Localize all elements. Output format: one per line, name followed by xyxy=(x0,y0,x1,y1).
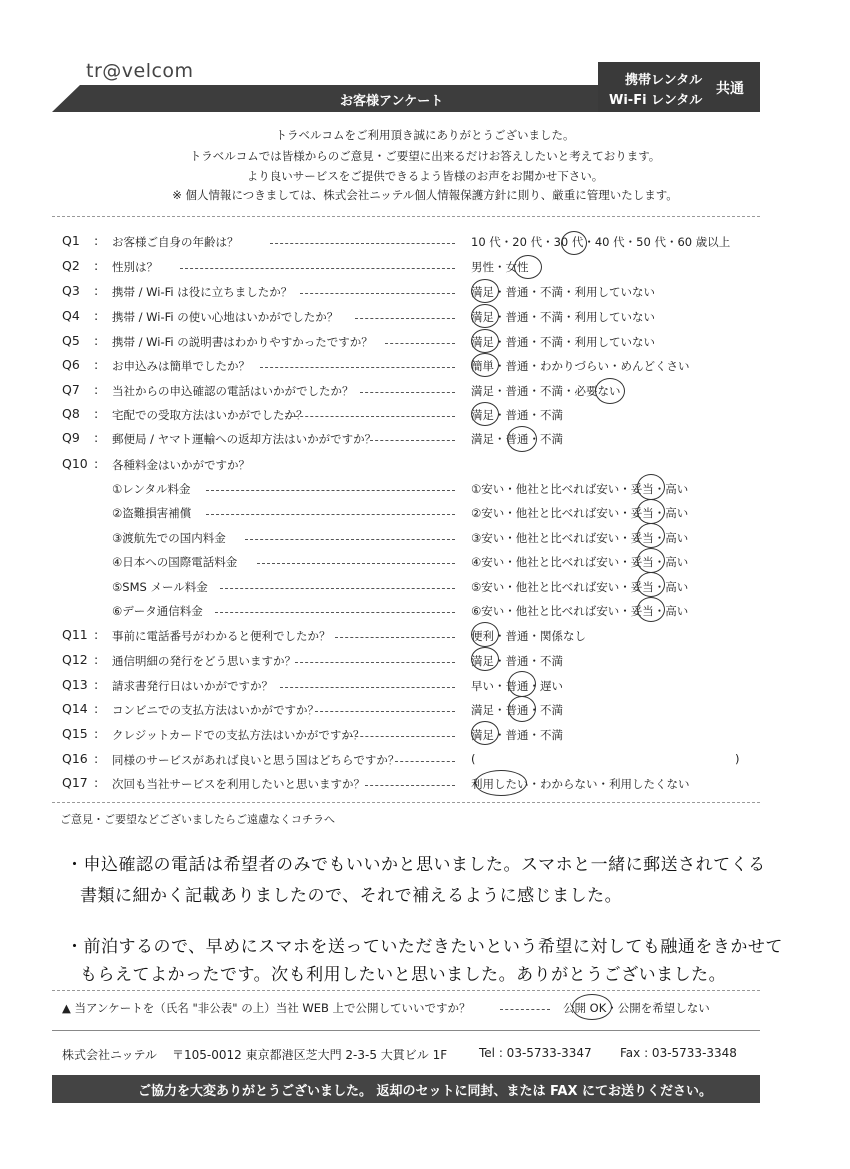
survey-title: お客様アンケート xyxy=(340,94,444,109)
question-number: Q7 xyxy=(62,382,80,397)
divider xyxy=(52,1030,760,1031)
answer-options: 満足・普通・不満 xyxy=(471,654,563,668)
leader-line xyxy=(206,514,455,515)
comments-label: ご意見・ご要望などございましたらご遠慮なくコチラへ xyxy=(60,813,335,826)
question-text: ③渡航先での国内料金 xyxy=(112,531,226,545)
question-number: Q4 xyxy=(62,308,80,323)
question-text: クレジットカードでの支払方法はいかがですか？ xyxy=(112,728,365,742)
comment-line: ・前泊するので、早めにスマホを送っていただきたいという希望に対しても融通をきかせて xyxy=(66,937,783,957)
question-text: ⑤SMS メール料金 xyxy=(112,580,208,594)
answer-options: 10 代・20 代・30 代・40 代・50 代・60 歳以上 xyxy=(471,235,731,249)
answer-circle-mark xyxy=(475,770,527,796)
leader-line xyxy=(365,785,455,786)
question-separator: : xyxy=(94,258,99,273)
answer-circle-mark xyxy=(471,304,499,328)
answer-circle-mark xyxy=(637,597,665,622)
answer-options: ⑤安い・他社と比べれば安い・妥当・高い xyxy=(471,580,689,594)
answer-options: ⑥安い・他社と比べれば安い・妥当・高い xyxy=(471,604,689,618)
divider xyxy=(52,216,760,217)
leader-line xyxy=(206,490,455,491)
answer-circle-mark xyxy=(637,572,665,597)
leader-line xyxy=(260,367,455,368)
question-number: Q11 xyxy=(62,627,88,642)
leader-line xyxy=(300,293,455,294)
question-text: 郵便局 / ヤマト運輸への返却方法はいかがですか？ xyxy=(112,432,377,446)
question-separator: : xyxy=(94,751,99,766)
answer-circle-mark xyxy=(637,548,665,573)
answer-circle-mark xyxy=(595,378,625,404)
answer-options: ②安い・他社と比べれば安い・妥当・高い xyxy=(471,506,689,520)
question-text: ⑥データ通信料金 xyxy=(112,604,203,618)
answer-circle-mark xyxy=(637,499,665,524)
intro-line: トラベルコムでは皆様からのご意見・ご要望に出来るだけお答えしたいと考えております。 xyxy=(189,149,661,163)
comment-line: ・申込確認の電話は希望者のみでもいいかと思いました。スマホと一緒に郵送されてくる xyxy=(66,855,766,875)
divider xyxy=(52,990,760,991)
question-separator: : xyxy=(94,677,99,692)
question-text: 宅配での受取方法はいかがでしたか？ xyxy=(112,408,308,422)
answer-options: 簡単・普通・わかりづらい・めんどくさい xyxy=(471,359,690,373)
question-text: お申込みは簡単でしたか？ xyxy=(112,359,250,373)
question-number: Q1 xyxy=(62,233,80,248)
leader-line xyxy=(370,440,455,441)
answer-options: ①安い・他社と比べれば安い・妥当・高い xyxy=(471,482,689,496)
travelcom-logo: tr@velcom xyxy=(86,60,194,82)
question-separator: : xyxy=(94,456,99,471)
question-separator: : xyxy=(94,652,99,667)
question-text: 請求書発行日はいかがですか？ xyxy=(112,679,273,693)
question-number: Q8 xyxy=(62,406,80,421)
question-text: ①レンタル料金 xyxy=(112,482,191,496)
question-number: Q3 xyxy=(62,283,80,298)
question-number: Q13 xyxy=(62,677,88,692)
leader-line xyxy=(385,343,455,344)
answer-options: 便利・普通・関係なし xyxy=(471,629,586,643)
answer-options: 満足・普通・不満 xyxy=(471,432,563,446)
answer-options: 満足・普通・不満・必要ない xyxy=(471,384,621,398)
question-number: Q9 xyxy=(62,430,80,445)
question-separator: : xyxy=(94,627,99,642)
question-number: Q2 xyxy=(62,258,80,273)
question-separator: : xyxy=(94,233,99,248)
intro-line: より良いサービスをご提供できるよう皆様のお声をお聞かせ下さい。 xyxy=(246,169,604,183)
answer-circle-mark xyxy=(471,402,499,426)
intro-line: トラベルコムをご利用頂き誠にありがとうございました。 xyxy=(275,128,575,142)
leader-line xyxy=(285,416,455,417)
question-separator: : xyxy=(94,333,99,348)
answer-circle-mark xyxy=(508,696,536,722)
answer-circle-mark xyxy=(507,426,537,452)
question-text: お客様ご自身の年齢は？ xyxy=(112,235,239,249)
question-text: 携帯 / Wi-Fi の使い心地はいかがでしたか？ xyxy=(112,310,339,324)
footer-message: ご協力を大変ありがとうございました。 返却のセットに同封、または FAX にてお送りください。 xyxy=(137,1084,713,1099)
answer-options: ③安い・他社と比べれば安い・妥当・高い xyxy=(471,531,689,545)
answer-circle-mark xyxy=(471,721,499,745)
question-text: ②盗難損害補償 xyxy=(112,506,192,520)
publish-answer: 公開 OK・公開を希望しない xyxy=(563,1001,710,1015)
leader-line xyxy=(215,612,455,613)
question-number: Q12 xyxy=(62,652,88,667)
answer-circle-mark xyxy=(471,353,499,377)
question-number: Q10 xyxy=(62,456,88,471)
question-text: 通信明細の発行をどう思いますか？ xyxy=(112,654,296,668)
question-text: 携帯 / Wi-Fi の説明書はわかりやすかったですか？ xyxy=(112,335,373,349)
answer-options: 満足・普通・不満・利用していない xyxy=(471,335,655,349)
answer-options: 早い・普通・遅い xyxy=(471,679,563,693)
answer-options: 利用したい・わからない・利用したくない xyxy=(471,777,690,791)
answer-circle-mark xyxy=(471,622,499,647)
answer-options: 満足・普通・不満 xyxy=(471,728,563,742)
answer-circle-mark xyxy=(471,647,499,671)
leader-line xyxy=(395,761,455,762)
badge-common: 共通 xyxy=(716,81,744,97)
answer-circle-mark xyxy=(471,279,499,303)
comment-line: もらえてよかったです。次も利用したいと思いました。ありがとうございました。 xyxy=(80,965,727,985)
answer-circle-mark xyxy=(637,523,665,548)
leader-line xyxy=(295,662,455,663)
leader-line xyxy=(220,588,455,589)
question-number: Q5 xyxy=(62,333,80,348)
question-separator: : xyxy=(94,726,99,741)
question-text: ④日本への国際電話料金 xyxy=(112,555,238,569)
answer-options: 満足・普通・不満 xyxy=(471,408,563,422)
answer-circle-mark xyxy=(514,255,542,279)
question-number: Q15 xyxy=(62,726,88,741)
leader-line xyxy=(355,318,455,319)
comment-line: 書類に細かく記載ありましたので、それで補えるように感じました。 xyxy=(80,886,623,906)
question-separator: : xyxy=(94,308,99,323)
answer-options: 満足・普通・不満・利用していない xyxy=(471,310,655,324)
company-address: 〒105-0012 東京都港区芝大門 2-3-5 大貫ビル 1F xyxy=(172,1048,448,1062)
question-text: 携帯 / Wi-Fi は役に立ちましたか？ xyxy=(112,285,293,299)
question-separator: : xyxy=(94,382,99,397)
company-tel: Tel : 03-5733-3347 xyxy=(479,1046,592,1060)
answer-circle-mark xyxy=(471,329,499,353)
question-number: Q14 xyxy=(62,701,88,716)
answer-options: 満足・普通・不満・利用していない xyxy=(471,285,655,299)
leader-line xyxy=(500,1009,550,1010)
answer-options: 満足・普通・不満 xyxy=(471,703,563,717)
answer-options: ( xyxy=(471,752,476,766)
question-text: 各種料金はいかがですか？ xyxy=(112,458,250,472)
question-separator: : xyxy=(94,406,99,421)
company-name: 株式会社ニッテル xyxy=(62,1048,157,1062)
intro-line: ※ 個人情報につきましては、株式会社ニッテル個人情報保護方針に則り、厳重に管理いたします。 xyxy=(172,188,678,202)
question-text: 当社からの申込確認の電話はいかがでしたか？ xyxy=(112,384,354,398)
answer-circle-mark xyxy=(508,671,536,697)
answer-paren-close: ) xyxy=(735,752,740,766)
company-fax: Fax : 03-5733-3348 xyxy=(620,1046,737,1060)
leader-line xyxy=(245,539,455,540)
answer-circle-mark xyxy=(572,994,612,1020)
question-text: 性別は？ xyxy=(112,260,158,274)
question-separator: : xyxy=(94,775,99,790)
question-number: Q6 xyxy=(62,357,80,372)
question-number: Q17 xyxy=(62,775,88,790)
question-separator: : xyxy=(94,357,99,372)
question-separator: : xyxy=(94,430,99,445)
leader-line xyxy=(270,243,455,244)
question-number: Q16 xyxy=(62,751,88,766)
leader-line xyxy=(280,687,455,688)
leader-line xyxy=(360,392,455,393)
question-separator: : xyxy=(94,283,99,298)
badge-wifi-rental: Wi-Fi レンタル xyxy=(609,93,703,108)
question-text: 同様のサービスがあれば良いと思う国はどちらですか？ xyxy=(112,753,400,767)
answer-options: 男性・女性 xyxy=(471,260,529,274)
publish-question: ▲ 当アンケートを（氏名 "非公表" の上）当社 WEB 上で公開していいですか？ xyxy=(62,1001,471,1015)
question-text: 次回も当社サービスを利用したいと思いますか？ xyxy=(112,777,365,791)
leader-line xyxy=(180,268,455,269)
answer-options: ④安い・他社と比べれば安い・妥当・高い xyxy=(471,555,689,569)
question-text: 事前に電話番号がわかると便利でしたか？ xyxy=(112,629,331,643)
question-text: コンビニでの支払方法はいかがですか？ xyxy=(112,703,319,717)
badge-phone-rental: 携帯レンタル xyxy=(625,73,703,88)
answer-circle-mark xyxy=(637,474,665,500)
leader-line xyxy=(335,637,455,638)
leader-line xyxy=(315,711,455,712)
leader-line xyxy=(257,563,455,564)
leader-line xyxy=(345,736,455,737)
answer-circle-mark xyxy=(561,231,587,255)
divider xyxy=(52,802,760,803)
question-separator: : xyxy=(94,701,99,716)
